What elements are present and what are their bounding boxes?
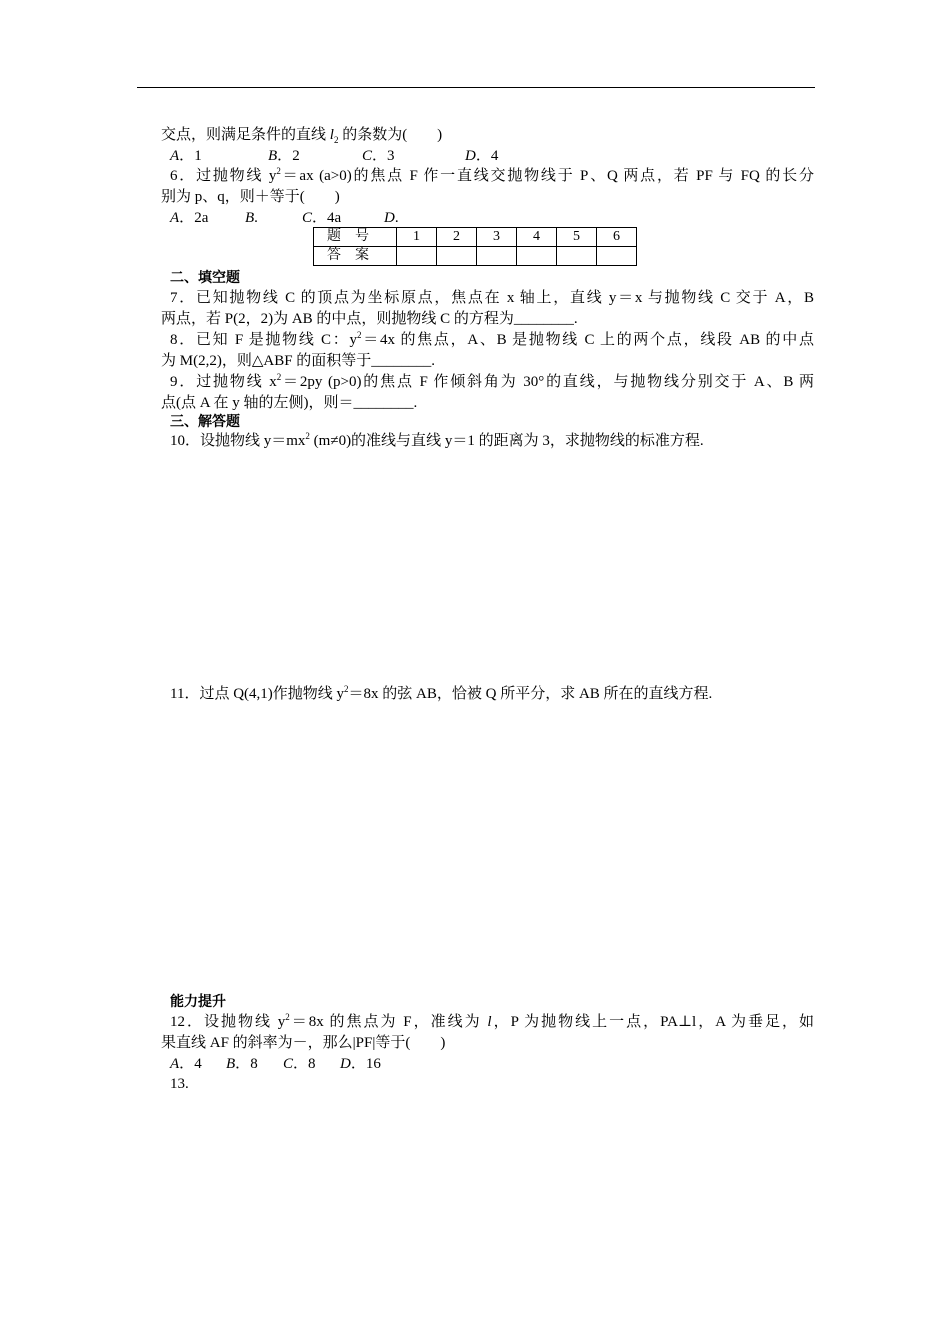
q6-option-c: C．4a [302,210,342,226]
q6-option-d: D. [384,210,399,226]
q5-option-a: A．1 [170,148,202,164]
answer-table-col-5: 5 [557,228,597,247]
answer-table-row1-label: 题号 [314,228,397,247]
answer-table-col-1: 1 [397,228,437,247]
answer-cell-2[interactable] [437,247,477,266]
answer-table-header-row [314,228,637,247]
q5-tail-line: 交点，则满足条件的直线 $l_2$ 的条数为( ) [161,127,443,145]
q5-option-c: C．3 [362,148,395,164]
q9-line2: 点(点 A 在 y 轴的左侧)，则＝________. [161,395,418,411]
q12-line1: 12．设抛物线 $y^2=8x$ 的焦点为 F，准线为 l，P 为抛物线上一点，PA⊥l，A 为垂足，如 [170,1012,815,1030]
q12-option-c: C．8 [283,1056,316,1072]
q5-option-b: B．2 [268,148,300,164]
header-rule [137,87,815,88]
answer-cell-5[interactable] [557,247,597,266]
q12-option-b: B．8 [226,1056,258,1072]
q13-line: 13. [170,1076,189,1092]
answer-table-col-3: 3 [477,228,517,247]
q6-line1: 6．过抛物线 $y^2=ax$ (a>0)的焦点 F 作一直线交抛物线于 P、Q 两点，若 PF 与 FQ 的长分 [170,166,814,184]
q7-line1: 7．已知抛物线 C 的顶点为坐标原点，焦点在 x 轴上，直线 y＝x 与抛物线 C 交于 A，B [170,290,814,306]
q6-option-a: A．2a [170,210,209,226]
q5-option-d: D．4 [465,148,499,164]
q12-option-a: A．4 [170,1056,202,1072]
q8-line1: 8．已知 F 是抛物线 C：$y^2=4x$ 的焦点，A、B 是抛物线 C 上的两个点，线段 AB 的中点 [170,330,814,348]
q12-line2: 果直线 AF 的斜率为－，那么|PF|等于( ) [161,1035,446,1051]
q9-line1: 9．过抛物线 $x^2=2py$ (p>0)的焦点 F 作倾斜角为 30°的直线，与抛物线分别交于 A、B 两 [170,372,814,390]
q7-line2: 两点，若 P(2，2)为 AB 的中点，则抛物线 C 的方程为________. [161,311,578,327]
q8-line2: 为 M(2,2)，则△ABF 的面积等于________. [161,353,436,369]
answer-cell-3[interactable] [477,247,517,266]
answer-table-row2-label: 答案 [314,247,397,266]
q6-line2: 别为 p、q，则＋等于( ) [161,189,340,205]
q6-option-b: B. [245,210,258,226]
answer-table-col-4: 4 [517,228,557,247]
q10-line: 10．设抛物线 $y=mx^2$ (m≠0)的准线与直线 y＝1 的距离为 3，求抛物线的标准方程. [170,431,704,449]
answer-table [313,227,637,266]
answer-cell-4[interactable] [517,247,557,266]
answer-table-col-2: 2 [437,228,477,247]
answer-table-col-6: 6 [597,228,637,247]
section4-title: 能力提升 [170,994,226,1010]
q11-line: 11．过点 Q(4,1)作抛物线 $y^2=8x$ 的弦 AB，恰被 Q 所平分，求 AB 所在的直线方程. [170,684,713,702]
section2-title: 二、填空题 [170,270,240,286]
answer-cell-1[interactable] [397,247,437,266]
section3-title: 三、解答题 [170,414,240,430]
answer-cell-6[interactable] [597,247,637,266]
q12-option-d: D．16 [340,1056,381,1072]
answer-table-answer-row [314,247,637,266]
